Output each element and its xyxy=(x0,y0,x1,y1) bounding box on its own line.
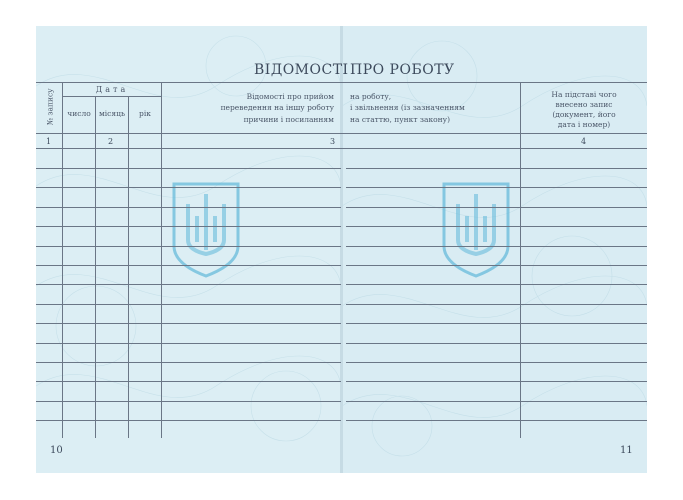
entry-row-line xyxy=(36,187,341,188)
col-divider xyxy=(128,96,129,438)
page-number-left: 10 xyxy=(50,445,63,456)
info-header-left-1: Відомості про прийом xyxy=(246,92,334,101)
entry-row-line xyxy=(346,304,647,305)
entry-row-line xyxy=(346,246,647,247)
entry-row-line xyxy=(36,362,341,363)
page-title-left: ВІДОМОСТІ xyxy=(254,62,349,78)
column-number-3: 3 xyxy=(330,137,336,146)
entry-row-line xyxy=(346,343,647,344)
trident-emblem-icon xyxy=(170,180,242,278)
basis-header-2: внесено запис xyxy=(555,100,613,109)
entry-row-line xyxy=(36,265,341,266)
entry-row-line xyxy=(346,187,647,188)
page-number-right: 11 xyxy=(620,445,633,456)
entry-row-line xyxy=(36,401,341,402)
entry-row-line xyxy=(36,207,341,208)
record-number-header: № запису xyxy=(45,88,55,126)
date-subheader-border xyxy=(62,96,162,97)
page-title-right: ПРО РОБОТУ xyxy=(350,62,455,78)
entry-row-line xyxy=(36,304,341,305)
info-header-right-2: і звільнення (із зазначенням xyxy=(350,103,465,112)
entry-row-line xyxy=(346,226,647,227)
trident-emblem-icon xyxy=(440,180,512,278)
entry-row-line xyxy=(346,265,647,266)
entry-row-line xyxy=(346,207,647,208)
table-top-border xyxy=(36,82,647,83)
entry-row-line xyxy=(36,168,341,169)
col-divider xyxy=(161,82,162,438)
entry-row-line xyxy=(346,323,647,324)
info-header-left-3: причини і посиланням xyxy=(243,115,334,124)
entry-row-line xyxy=(346,381,647,382)
column-number-1: 1 xyxy=(46,137,52,146)
book-spine xyxy=(340,26,343,473)
entry-row-line xyxy=(346,168,647,169)
basis-header-3: (документ, його xyxy=(552,110,616,119)
entry-row-line xyxy=(36,226,341,227)
info-header-right-1: на роботу, xyxy=(350,92,392,101)
entry-row-line xyxy=(36,381,341,382)
entry-row-line xyxy=(36,246,341,247)
entry-row-line xyxy=(346,401,647,402)
info-header-left-2: переведення на іншу роботу xyxy=(220,103,334,112)
col-divider xyxy=(62,82,63,438)
year-header: рік xyxy=(139,109,151,118)
col-divider xyxy=(520,82,521,438)
day-header: число xyxy=(67,109,91,118)
date-header: Дата xyxy=(95,85,129,94)
column-number-4: 4 xyxy=(581,137,587,146)
entry-row-line xyxy=(346,284,647,285)
col-divider xyxy=(95,96,96,438)
basis-header-4: дата і номер) xyxy=(557,120,611,129)
entry-row-line xyxy=(36,343,341,344)
entry-row-line xyxy=(36,420,341,421)
entry-row-line xyxy=(36,323,341,324)
entry-row-line xyxy=(36,284,341,285)
entry-row-line xyxy=(346,420,647,421)
month-header: місяць xyxy=(98,109,126,118)
info-header-right-3: на статтю, пункт закону) xyxy=(350,115,451,124)
column-number-2: 2 xyxy=(108,137,114,146)
basis-header-1: На підставі чого xyxy=(551,90,617,99)
entry-row-line xyxy=(346,362,647,363)
